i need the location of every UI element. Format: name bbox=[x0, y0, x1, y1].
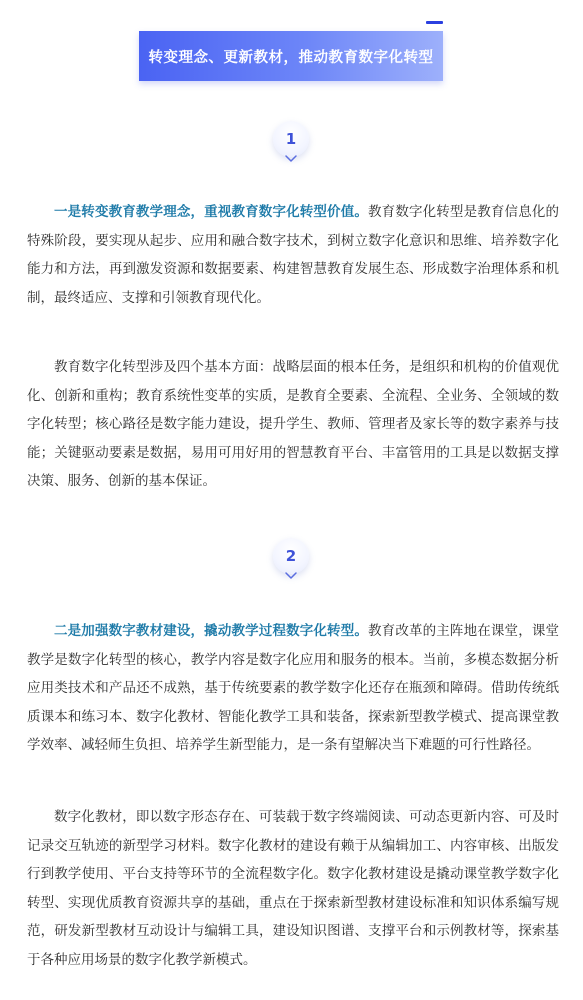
section-number-badge-1 bbox=[273, 121, 309, 157]
section-number: 1 bbox=[285, 130, 297, 148]
banner-accent-bar bbox=[426, 21, 443, 24]
section-2-paragraph-2 bbox=[27, 803, 559, 974]
chevron-down-icon bbox=[284, 154, 298, 164]
section-1-paragraph-2-text: 教育数字化转型涉及四个基本方面：战略层面的根本任务，是组织和机构的价值观优化、创新和重构；教育系统性变革的实质，是教育全要素、全流程、全业务、全领域的数字化转型；核心路径是数字能力建设，提升学生、教师、管理者及家长等的数字素养与技能；关键驱动要素是数据，易用可用好用的智慧教育平台、丰富管用的工具是以数据支撑决策、服务、创新的基本保证。 bbox=[27, 359, 559, 489]
section-2-paragraph-1-text: 教育改革的主阵地在课堂，课堂教学是数字化转型的核心，教学内容是数字化应用和服务的根本。当前，多模态数据分析应用类技术和产品还不成熟，基于传统要素的教学数字化还存在瓶颈和障碍。借助传统纸质课本和练习本、数字化教材、智能化教学工具和装备，探索新型教学模式、提高课堂教学效率、减轻师生负担、培养学生新型能力，是一条有望解决当下难题的可行性路径。 bbox=[27, 623, 560, 753]
section-2-paragraph-2-text: 数字化教材，即以数字形态存在、可装载于数字终端阅读、可动态更新内容、可及时记录交互轨迹的新型学习材料。数字化教材的建设有赖于从编辑加工、内容审核、出版发行到教学使用、平台支持等环节的全流程数字化。数字化教材建设是撬动课堂教学数字化转型、实现优质教育资源共享的基础，重点在于探索新型教材建设标准和知识体系编写规范，研发新型教材互动设计与编辑工具，建设知识图谱、支撑平台和示例教材等，探索基于各种应用场景的数字化教学新模式。 bbox=[27, 809, 559, 968]
section-number-badge-2 bbox=[273, 538, 309, 574]
section-2-lead: 二是加强数字教材建设，撬动教学过程数字化转型。 bbox=[54, 623, 369, 639]
section-1-paragraph-2 bbox=[27, 353, 559, 496]
section-1-paragraph-1 bbox=[27, 198, 559, 312]
section-2-paragraph-1 bbox=[27, 617, 559, 760]
page-title: 转变理念、更新教材，推动教育数字化转型 bbox=[148, 49, 434, 66]
chevron-down-icon bbox=[284, 571, 298, 581]
section-1-paragraph-1-text: 教育数字化转型是教育信息化的特殊阶段，要实现从起步、应用和融合数字技术，到树立数字化意识和思维、培养数字化能力和方法，再到激发资源和数据要素、构建智慧教育发展生态、形成数字治理体系和机制，最终适应、支撑和引领教育现代化。 bbox=[27, 204, 560, 306]
title-banner bbox=[139, 21, 443, 81]
banner-box bbox=[139, 31, 443, 81]
section-number: 2 bbox=[285, 547, 297, 565]
section-1-lead: 一是转变教育教学理念，重视教育数字化转型价值。 bbox=[54, 204, 369, 220]
